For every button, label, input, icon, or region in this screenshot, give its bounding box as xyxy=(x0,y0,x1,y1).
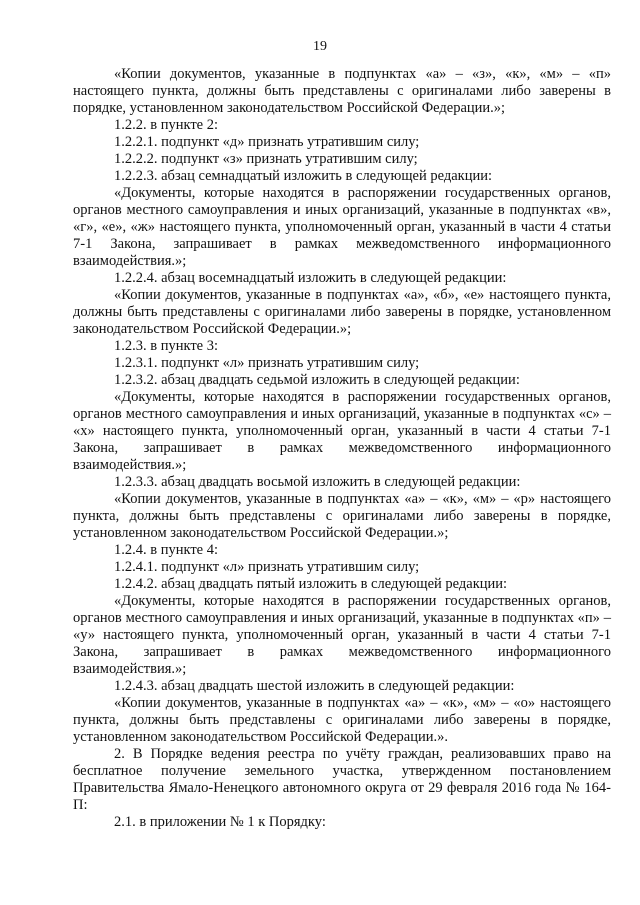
paragraph-13: 1.2.3.3. абзац двадцать восьмой изложить в следующей редакции: xyxy=(114,474,521,490)
paragraph-14: «Копии документов, указанные в подпунктах «а» – «к», «м» – «р» настоящего пункта, должны быть представлены с оригиналами либо заверены в порядке, установленном законодательством Российской Федерации.»; xyxy=(73,491,611,541)
paragraph-20: «Копии документов, указанные в подпунктах «а» – «к», «м» – «о» настоящего пункта, должны быть представлены с оригиналами либо заверены в порядке, установленном законодательством Российской Федерации.». xyxy=(73,695,611,745)
document-body xyxy=(73,66,611,831)
paragraph-6: «Документы, которые находятся в распоряжении государственных органов, органов местного самоуправления и иных организаций, указанные в подпунктах «в», «г», «е», «ж» настоящего пункта, уполномоченный орган, указанный в части 4 статьи 7-1 Закона, запрашивает в рамках межведомственного информационного взаимодействия.»; xyxy=(73,185,611,269)
paragraph-2: 1.2.2. в пункте 2: xyxy=(114,117,219,133)
paragraph-8: «Копии документов, указанные в подпунктах «а», «б», «е» настоящего пункта, должны быть представлены с оригиналами либо заверены в порядке, установленном законодательством Российской Федерации.»; xyxy=(73,287,611,337)
paragraph-4: 1.2.2.2. подпункт «з» признать утратившим силу; xyxy=(114,151,418,167)
paragraph-18: «Документы, которые находятся в распоряжении государственных органов, органов местного самоуправления и иных организаций, указанные в подпунктах «п» – «у» настоящего пункта, уполномоченный орган, указанный в части 4 статьи 7-1 Закона, запрашивает в рамках межведомственного информационного взаимодействия.»; xyxy=(73,593,611,677)
paragraph-1: «Копии документов, указанные в подпунктах «а» – «з», «к», «м» – «п» настоящего пункта, должны быть представлены с оригиналами либо заверены в порядке, установленном законодательством Российской Федерации.»; xyxy=(73,66,611,116)
paragraph-12: «Документы, которые находятся в распоряжении государственных органов, органов местного самоуправления и иных организаций, указанные в подпунктах «с» – «х» настоящего пункта, уполномоченный орган, указанный в части 4 статьи 7-1 Закона, запрашивает в рамках межведомственного информационного взаимодействия.»; xyxy=(73,389,611,473)
paragraph-17: 1.2.4.2. абзац двадцать пятый изложить в следующей редакции: xyxy=(114,576,508,592)
paragraph-10: 1.2.3.1. подпункт «л» признать утратившим силу; xyxy=(114,355,420,371)
paragraph-11: 1.2.3.2. абзац двадцать седьмой изложить в следующей редакции: xyxy=(114,372,520,388)
paragraph-5: 1.2.2.3. абзац семнадцатый изложить в следующей редакции: xyxy=(114,168,493,184)
paragraph-9: 1.2.3. в пункте 3: xyxy=(114,338,219,354)
page-number: 19 xyxy=(313,39,327,54)
paragraph-7: 1.2.2.4. абзац восемнадцатый изложить в следующей редакции: xyxy=(114,270,507,286)
paragraph-21: 2. В Порядке ведения реестра по учёту граждан, реализовавших право на бесплатное получение земельного участка, утвержденном постановлением Правительства Ямало-Ненецкого автономного округа от 29 февраля 2016 года № 164-П: xyxy=(73,746,611,813)
paragraph-15: 1.2.4. в пункте 4: xyxy=(114,542,219,558)
paragraph-16: 1.2.4.1. подпункт «л» признать утратившим силу; xyxy=(114,559,420,575)
paragraph-19: 1.2.4.3. абзац двадцать шестой изложить в следующей редакции: xyxy=(114,678,515,694)
paragraph-22: 2.1. в приложении № 1 к Порядку: xyxy=(114,814,326,830)
paragraph-3: 1.2.2.1. подпункт «д» признать утратившим силу; xyxy=(114,134,420,150)
